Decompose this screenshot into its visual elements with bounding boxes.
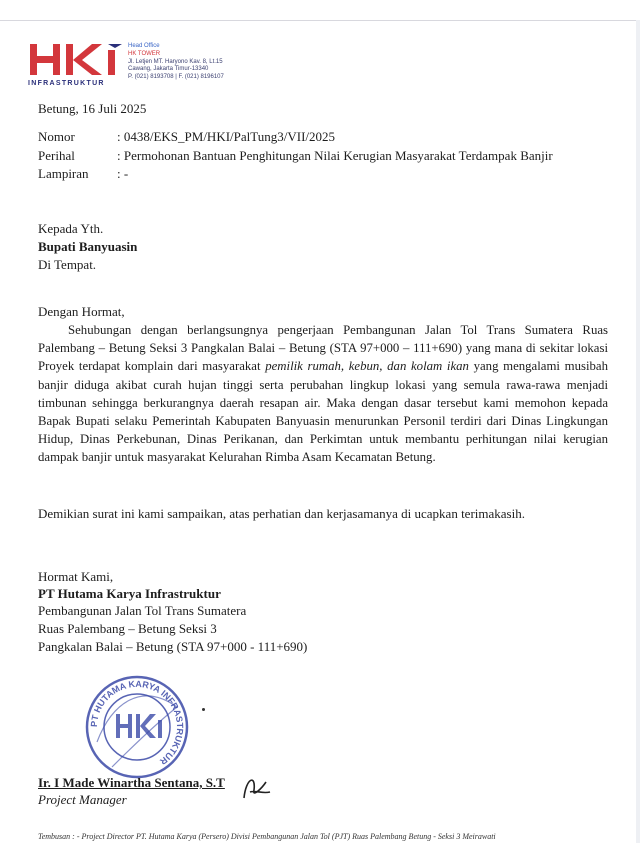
office-phone: P. (021) 8193708 | F. (021) 8196107 <box>128 74 224 81</box>
signer-name: Ir. I Made Winartha Sentana, S.T <box>38 775 225 790</box>
recipient-name: Bupati Banyuasin <box>38 239 138 254</box>
office-address-line1: Jl. Letjen MT. Haryono Kav. 8, Lt.15 <box>128 58 223 65</box>
logo-subtitle: INFRASTRUKTUR <box>28 80 105 87</box>
meta-value-lampiran: : - <box>117 166 129 181</box>
office-address-line2: Cawang, Jakarta Timur-13340 <box>128 66 209 73</box>
signature-icon <box>236 768 276 808</box>
recipient-salutation: Kepada Yth. <box>38 221 104 236</box>
sender-regards: Hormat Kami, <box>38 569 114 584</box>
body-text-part1: Sehubungan dengan berlangsungnya pengerjaan Pembangunan Jalan Tol Trans Sumatera Ruas Palembang – Betung Seksi 3 Pangkalan Balai – Betung (STA 97+000 – 111+690) yang mana di sekitar lokasi Proyek terdapat komplain dari masyarakat <box>38 323 608 374</box>
recipient-place: Di Tempat. <box>38 257 97 272</box>
stamp-text: PT HUTAMA KARYA INFRASTRUKTUR <box>88 678 186 767</box>
sender-project-line2: Ruas Palembang – Betung Seksi 3 <box>38 621 217 636</box>
meta-value-nomor: : 0438/EKS_PM/HKI/PalTung3/VII/2025 <box>117 129 336 144</box>
signer-role: Project Manager <box>38 792 127 807</box>
body-paragraph <box>38 321 608 467</box>
office-address-block <box>128 43 224 82</box>
greeting: Dengan Hormat, <box>38 304 125 319</box>
closing-sentence: Demikian surat ini kami sampaikan, atas perhatian dan kerjasamanya di ucapkan terimakasih. <box>38 506 525 521</box>
page-right-shadow <box>636 20 640 843</box>
body-text-italic: pemilik rumah, kebun, dan kolam ikan <box>265 359 469 374</box>
sender-project-line1: Pembangunan Jalan Tol Trans Sumatera <box>38 603 247 618</box>
sender-project-line3: Pangkalan Balai – Betung (STA 97+000 - 111+690) <box>38 639 308 654</box>
sender-company: PT Hutama Karya Infrastruktur <box>38 586 221 601</box>
page-top-border <box>0 20 640 21</box>
company-stamp-icon <box>82 672 192 782</box>
office-label: Head Office <box>128 43 160 49</box>
meta-value-perihal: : Permohonan Bantuan Penghitungan Nilai Kerugian Masyarakat Terdampak Banjir <box>117 148 553 163</box>
letter-date: Betung, 16 Juli 2025 <box>38 101 147 116</box>
body-text-part2: yang mengalami musibah banjir diduga akibat curah hujan tinggi serta perubahan lingkup lokasi yang semula rawa-rawa menjadi timbunan sehingga berkurangnya daerah resapan air. Maka dengan dasar tersebut kami memohon kepada Bapak Bupati selaku Pemerintah Kabupaten Banyuasin menurunkan Personil terdiri dari Dinas Lingkungan Hidup, Dinas Perkebunan, Dinas Perikanan, dan Perkimtan untuk membantu perhitungan nilai kerugian dampak banjir untuk masyarakat Kelurahan Rimba Asam Kecamatan Betung. <box>38 359 608 465</box>
hki-logo-icon <box>28 42 124 78</box>
meta-key-perihal: Perihal <box>38 148 75 163</box>
office-building: HK TOWER <box>128 50 161 57</box>
ink-dot <box>202 708 205 711</box>
meta-key-nomor: Nomor <box>38 129 75 144</box>
meta-key-lampiran: Lampiran <box>38 166 89 181</box>
footer-cc-line: Tembusan : - Project Director PT. Hutama Karya (Persero) Divisi Pembangunan Jalan Tol (PJT) Ruas Palembang Betung - Seksi 3 Meirawati <box>38 832 496 841</box>
